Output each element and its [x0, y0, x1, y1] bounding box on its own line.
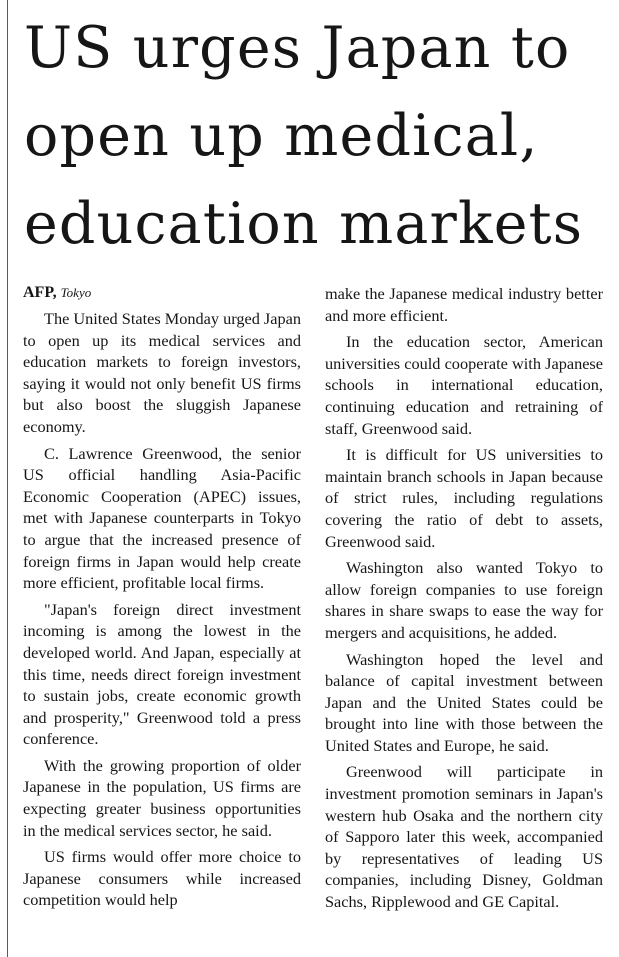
article-column-right: [325, 283, 603, 918]
paragraph: With the growing proportion of older Japanese in the population, US firms are expecting greater business opportunities in the medical services sector, he said.: [23, 755, 301, 840]
article-headline: [24, 4, 614, 268]
paragraph: Washington hoped the level and balance of capital investment between Japan and the United States could be brought into line with those between the United States and Europe, he said.: [325, 649, 603, 755]
paragraph: The United States Monday urged Japan to open up its medical services and education markets to foreign investors, saying it would not only benefit US firms but also boost the sluggish Japanese economy.: [23, 309, 301, 436]
paragraph: Greenwood will participate in investment promotion seminars in Japan's western hub Osaka and the northern city of Sapporo later this week, accompanied by representatives of leading US companies, including Disney, Goldman Sachs, Ripplewood and GE Capital.: [325, 762, 603, 912]
paragraph: C. Lawrence Greenwood, the senior US official handling Asia-Pacific Economic Cooperation (APEC) issues, met with Japanese counterparts in Tokyo to argue that the increased presence of foreign firms in Japan would help create more efficient, profitable local firms.: [23, 443, 301, 593]
paragraph: Washington also wanted Tokyo to allow foreign companies to use foreign shares in share swaps to ease the way for mergers and acquisitions, he added.: [325, 558, 603, 642]
column-rule: [7, 0, 8, 957]
paragraph: US firms would offer more choice to Japanese consumers while increased competition would help: [23, 847, 301, 910]
article-column-left: [23, 282, 301, 916]
paragraph-continuation: make the Japanese medical industry better and more efficient.: [325, 284, 603, 325]
headline-line-2: open up medical,: [24, 103, 539, 169]
paragraph: It is difficult for US universities to maintain branch schools in Japan because of strict rules, including regulations covering the ratio of debt to assets, Greenwood said.: [325, 445, 603, 551]
dateline-agency: AFP,: [23, 284, 57, 301]
dateline-city: Tokyo: [60, 285, 92, 300]
paragraph: In the education sector, American universities could cooperate with Japanese schools in international education, continuing education and retraining of staff, Greenwood said.: [325, 332, 603, 438]
headline-line-1: US urges Japan to: [24, 15, 571, 81]
paragraph: "Japan's foreign direct investment incoming is among the lowest in the developed world. And Japan, especially at this time, needs direct foreign investment to sustain jobs, create economic growth and prosperity," Greenwood told a press conference.: [23, 599, 301, 749]
headline-line-3: education markets: [24, 191, 584, 257]
dateline: [23, 282, 301, 303]
